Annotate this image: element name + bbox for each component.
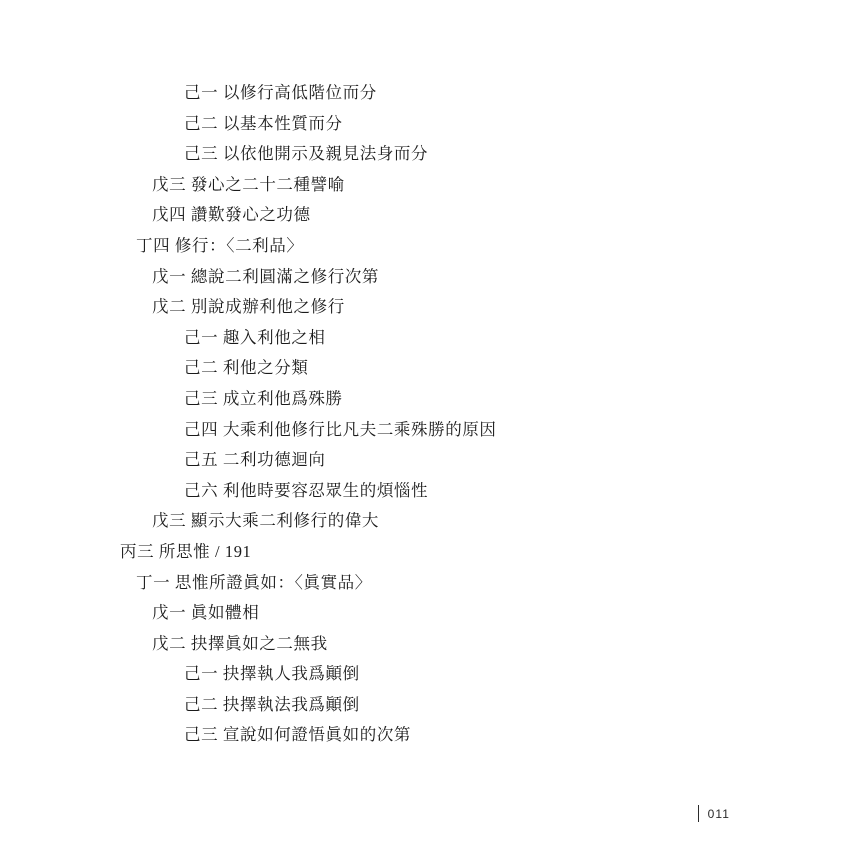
toc-entry[interactable]: 戊四 讚歎發心之功德 <box>152 205 311 225</box>
toc-entry[interactable]: 戊三 顯示大乘二利修行的偉大 <box>152 511 380 531</box>
toc-entry[interactable]: 己一 抉擇執人我爲顚倒 <box>184 664 360 684</box>
toc-entry[interactable]: 己三 成立利他爲殊勝 <box>184 388 343 408</box>
toc-entry[interactable]: 己一 趣入利他之相 <box>184 327 326 347</box>
table-of-contents-list <box>120 78 730 751</box>
page-folio <box>698 805 730 822</box>
toc-entry[interactable]: 己二 以基本性質而分 <box>184 113 343 133</box>
toc-entry[interactable]: 戊三 發心之二十二種譬喻 <box>152 174 345 194</box>
toc-entry[interactable]: 己二 利他之分類 <box>184 358 309 378</box>
toc-entry[interactable]: 丁一 思惟所證眞如：〈眞實品〉 <box>136 572 372 592</box>
toc-entry[interactable]: 丁四 修行：〈二利品〉 <box>136 235 304 255</box>
toc-entry[interactable]: 己三 以依他開示及親見法身而分 <box>184 144 429 164</box>
toc-entry[interactable]: 戊一 眞如體相 <box>152 603 260 623</box>
folio-rule-icon <box>698 805 699 822</box>
toc-entry[interactable]: 己二 抉擇執法我爲顚倒 <box>184 694 360 714</box>
toc-entry[interactable]: 己一 以修行高低階位而分 <box>184 83 377 102</box>
page-number: 011 <box>707 806 730 821</box>
toc-entry[interactable]: 己六 利他時要容忍眾生的煩惱性 <box>184 480 429 500</box>
toc-entry[interactable]: 丙三 所思惟 / 191 <box>120 541 252 561</box>
toc-entry[interactable]: 戊一 總說二利圓滿之修行次第 <box>152 266 380 286</box>
page-footer <box>0 798 850 822</box>
toc-entry[interactable]: 戊二 別說成辦利他之修行 <box>152 297 345 317</box>
toc-entry[interactable]: 戊二 抉擇眞如之二無我 <box>152 633 328 653</box>
toc-entry[interactable]: 己五 二利功德迴向 <box>184 450 326 470</box>
toc-entry[interactable]: 己三 宣說如何證悟眞如的次第 <box>184 725 412 745</box>
toc-entry[interactable]: 己四 大乘利他修行比凡夫二乘殊勝的原因 <box>184 419 497 439</box>
